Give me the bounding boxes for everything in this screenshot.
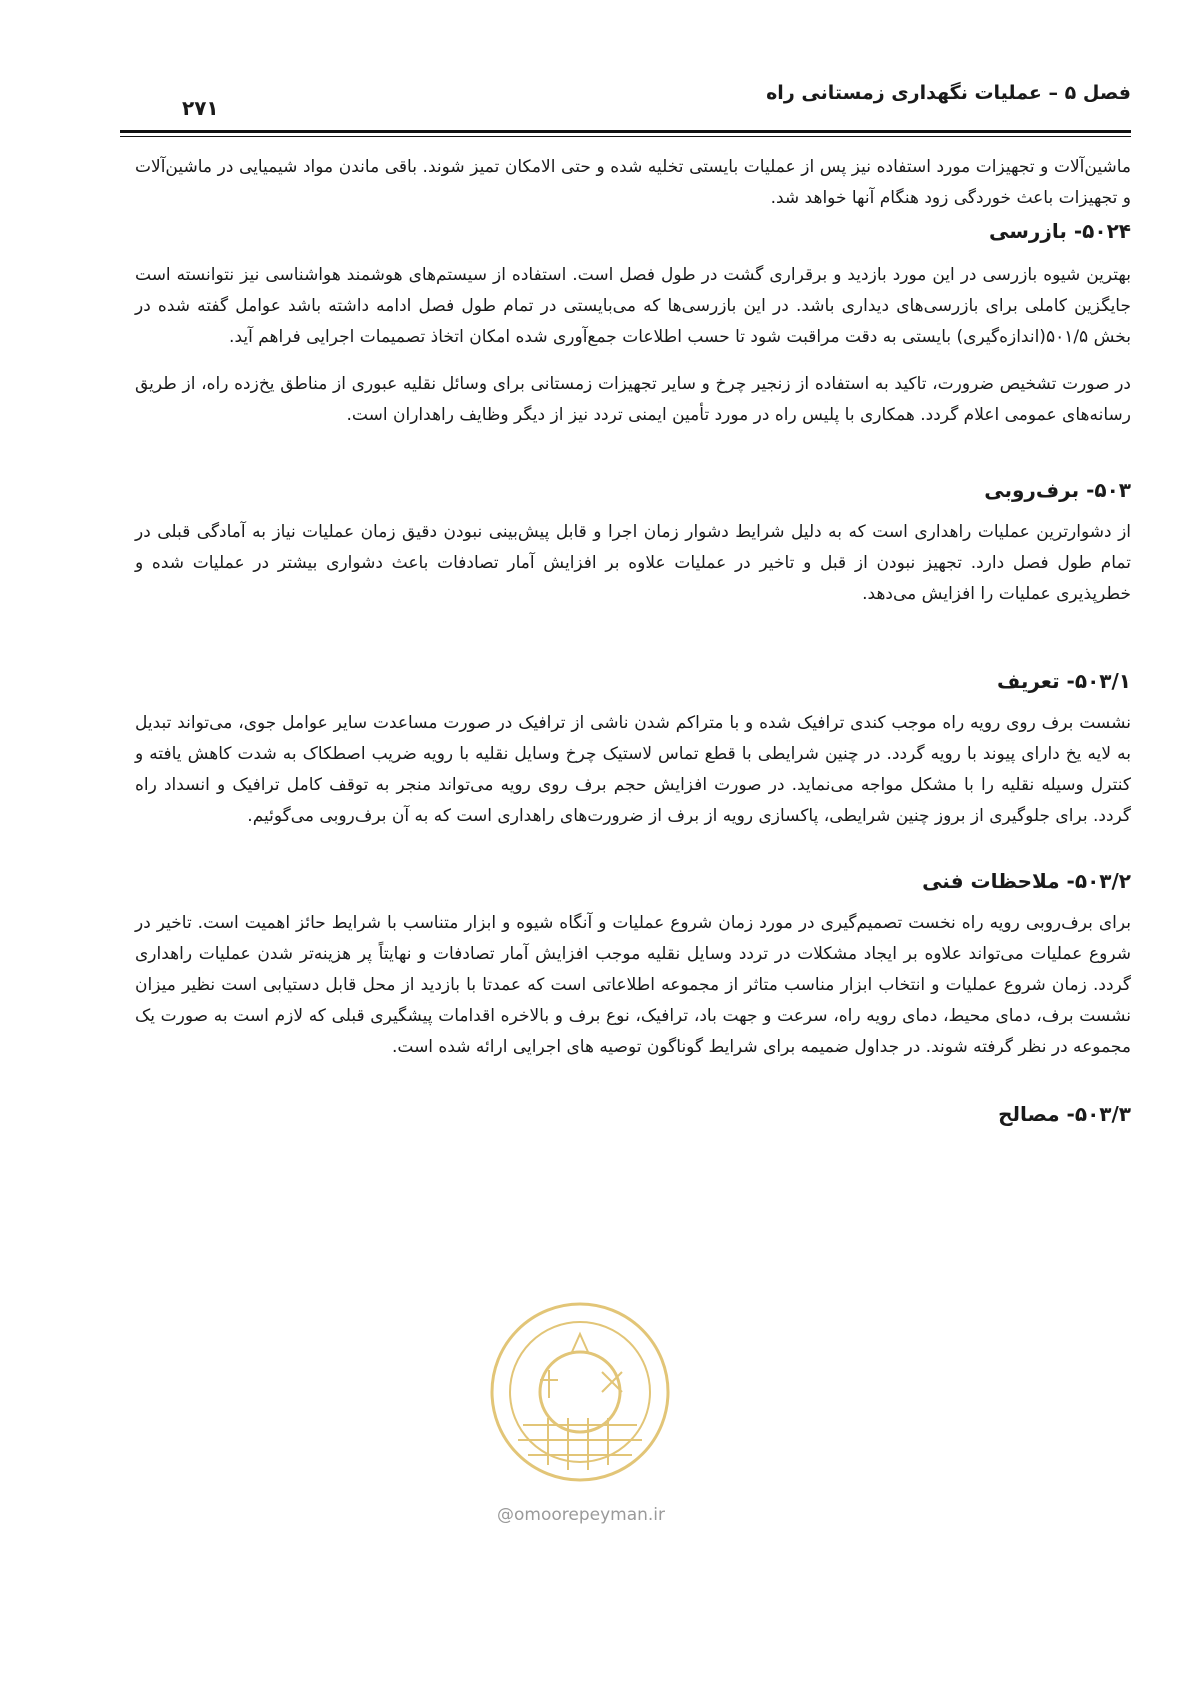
heading-5024: ۵۰۲۴- بازرسی: [988, 219, 1131, 243]
watermark-site: @omoorepeyman.ir: [497, 1505, 666, 1525]
paragraph-5024-b: در صورت تشخیص ضرورت، تاکید به استفاده از زنجیر چرخ و سایر تجهیزات زمستانی برای وسائل نقلیه عبوری از مناطق یخ‌زده راه، از طریق رسانه‌های عمومی اعلام گردد. همکاری با پلیس راه در مورد تأمین ایمنی تردد نیز از دیگر وظایف راهداران است.: [135, 374, 1131, 425]
heading-503: ۵۰۳- برف‌روبی: [984, 478, 1131, 502]
header-rule-thin: [120, 136, 1131, 137]
header-rule-thick: [120, 130, 1131, 133]
heading-5032: ۵۰۳/۲- ملاحظات فنی: [922, 869, 1131, 893]
page-body: [135, 152, 1131, 1129]
paragraph-intro: ماشین‌آلات و تجهیزات مورد استفاده نیز پس از عملیات بایستی تخلیه شده و حتی الامکان تمیز شوند. باقی ماندن مواد شیمیایی در ماشین‌آلات و تجهیزات باعث خوردگی زود هنگام آنها خواهد شد.: [135, 157, 1131, 208]
page-number: ۲۷۱: [182, 96, 219, 120]
paragraph-5032: برای برف‌روبی رویه راه نخست تصمیم‌گیری در مورد زمان شروع عملیات و آنگاه شیوه و ابزار متناسب با شرایط حائز اهمیت است. تاخیر در شروع عملیات می‌تواند علاوه بر ایجاد مشکلات در تردد وسایل نقلیه موجب افزایش آمار تصادفات و نهایتاً پر هزینه‌تر شدن عملیات راهداری گردد. زمان شروع عملیات و انتخاب ابزار مناسب متاثر از مجموعه اطلاعاتی است که عمدتا با بازدید از محل قابل دستیابی است نظیر میزان نشست برف، دمای محیط، دمای رویه راه، سرعت و جهت باد، ترافیک، نوع برف و بالاخره اقدامات پیشگیری قبلی که لازم است به صورت یک مجموعه در نظر گرفته شوند. در جداول ضمیمه برای شرایط گوناگون توصیه های اجرایی ارائه شده است.: [135, 913, 1131, 1057]
watermark-seal-icon: [488, 1300, 672, 1484]
paragraph-5024-a: بهترین شیوه بازرسی در این مورد بازدید و برقراری گشت در طول فصل است. استفاده از سیستم‌های هوشمند هواشناسی نیز نتوانسته است جایگزین کاملی برای بازرسی‌های دیداری باشد. در این بازرسی‌ها که می‌بایستی در تمام طول فصل ادامه داشته باشد عوامل گفته شده در بخش ۵۰۱/۵(اندازه‌گیری) بایستی به دقت مراقبت شود تا حسب اطلاعات جمع‌آوری شده امکان اتخاذ تصمیمات اجرایی فراهم آید.: [135, 265, 1131, 347]
paragraph-503: از دشوارترین عملیات راهداری است که به دلیل شرایط دشوار زمان اجرا و قابل پیش‌بینی نبودن دقیق زمان عملیات نیاز به آمادگی قبلی در تمام طول فصل دارد. تجهیز نبودن از قبل و تاخیر در عملیات علاوه بر افزایش آمار تصادفات باعث دشواری بیشتر در عملیات شده و خطرپذیری عملیات را افزایش می‌دهد.: [135, 522, 1131, 604]
chapter-title: فصل ۵ – عملیات نگهداری زمستانی راه: [766, 82, 1131, 104]
heading-5031: ۵۰۳/۱- تعریف: [997, 669, 1131, 693]
heading-5033: ۵۰۳/۳- مصالح: [998, 1102, 1131, 1126]
page-header: [120, 78, 1131, 138]
paragraph-5031: نشست برف روی رویه راه موجب کندی ترافیک شده و با متراکم شدن ناشی از ترافیک در صورت مساعدت سایر عوامل جوی، می‌تواند تبدیل به لایه یخ دارای پیوند با رویه گردد. در چنین شرایطی با قطع تماس لاستیک چرخ وسایل نقلیه با رویه ضریب اصطکاک به شدت کاهش یافته و کنترل وسیله نقلیه را با مشکل مواجه می‌نماید. در صورت افزایش حجم برف روی رویه می‌تواند منجر به توقف کامل ترافیک و انسداد راه گردد. برای جلوگیری از بروز چنین شرایطی، پاکسازی رویه از برف از ضرورت‌های راهداری است که به آن برف‌روبی می‌گوئیم.: [135, 713, 1131, 826]
